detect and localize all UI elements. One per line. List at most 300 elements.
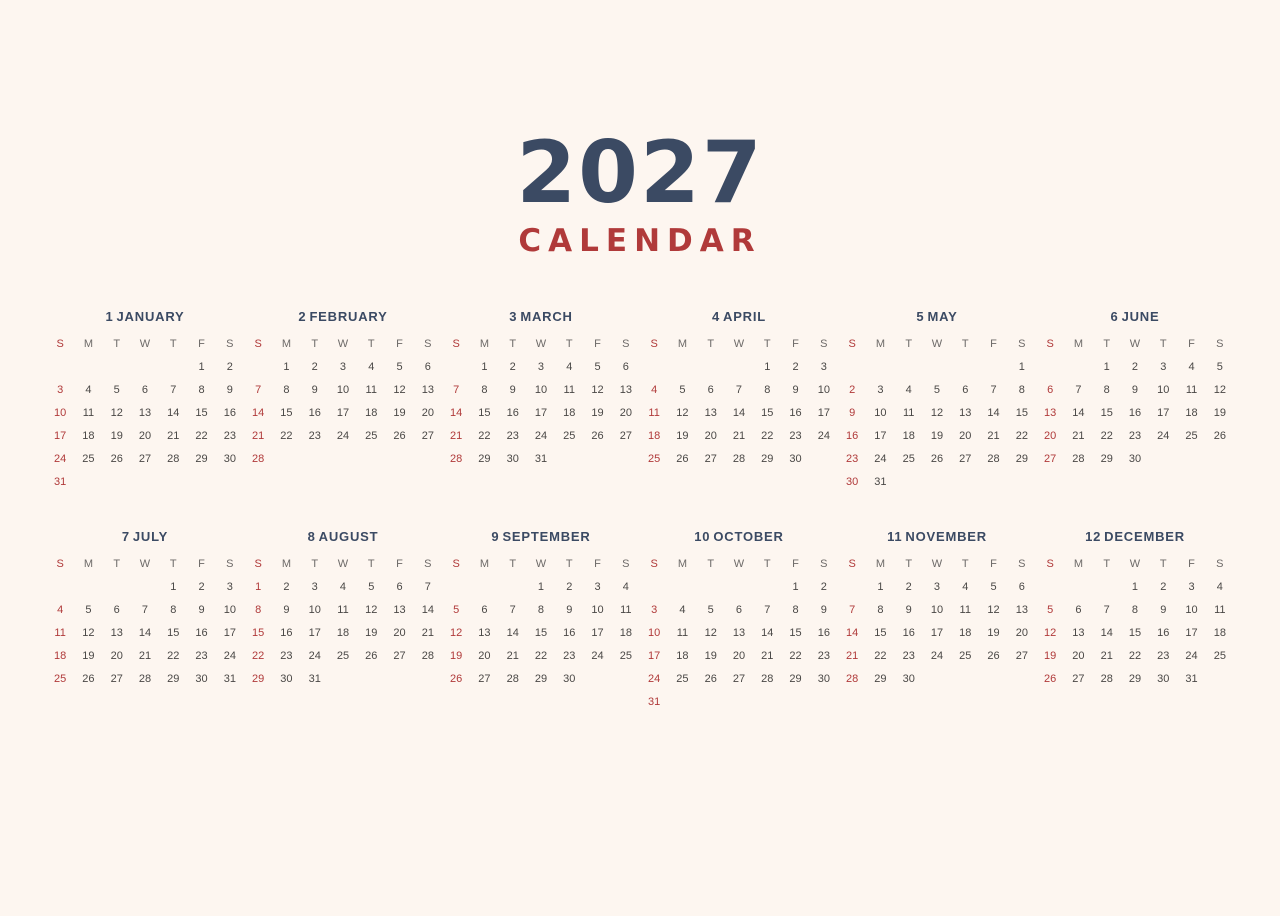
day-cell[interactable]: 11 [648, 406, 660, 419]
day-cell[interactable]: 1 [764, 360, 771, 373]
day-cell[interactable]: 4 [339, 580, 347, 593]
day-cell[interactable]: 27 [959, 452, 972, 465]
day-cell[interactable]: 12 [450, 626, 463, 639]
day-cell[interactable]: 14 [138, 626, 152, 639]
day-cell[interactable]: 15 [1015, 406, 1028, 419]
day-cell[interactable]: 28 [167, 452, 180, 465]
day-cell[interactable]: 7 [453, 383, 460, 396]
day-cell[interactable]: 17 [591, 626, 604, 639]
day-cell[interactable]: 26 [450, 672, 463, 685]
day-cell[interactable]: 18 [648, 429, 661, 442]
day-cell[interactable]: 6 [424, 360, 431, 373]
day-cell[interactable]: 1 [170, 580, 177, 593]
day-cell[interactable]: 8 [537, 603, 545, 616]
day-cell[interactable]: 5 [113, 383, 120, 396]
day-cell[interactable]: 22 [534, 649, 548, 662]
day-cell[interactable]: 18 [619, 626, 632, 639]
day-cell[interactable]: 18 [959, 626, 972, 639]
day-cell[interactable]: 15 [252, 626, 265, 639]
day-cell[interactable]: 7 [990, 383, 997, 396]
day-cell[interactable]: 8 [198, 383, 205, 396]
day-cell[interactable]: 24 [223, 649, 236, 662]
day-cell[interactable]: 1 [255, 580, 262, 593]
day-cell[interactable]: 20 [393, 626, 406, 639]
day-cell[interactable]: 18 [365, 406, 378, 419]
day-cell[interactable]: 1 [537, 580, 545, 593]
day-cell[interactable]: 29 [1100, 452, 1113, 465]
day-cell[interactable]: 9 [849, 406, 856, 419]
day-cell[interactable]: 17 [648, 649, 661, 662]
day-cell[interactable]: 27 [1072, 672, 1085, 685]
day-cell[interactable]: 1 [1103, 360, 1110, 373]
day-cell[interactable]: 14 [450, 406, 463, 419]
day-cell[interactable]: 20 [138, 429, 152, 442]
day-cell[interactable]: 16 [1157, 626, 1170, 639]
day-cell[interactable]: 7 [764, 603, 771, 616]
day-cell[interactable]: 26 [704, 672, 717, 685]
day-cell[interactable]: 28 [252, 452, 265, 465]
day-cell[interactable]: 17 [1157, 406, 1170, 419]
day-cell[interactable]: 10 [648, 626, 661, 639]
day-cell[interactable]: 14 [846, 626, 859, 639]
day-cell[interactable]: 2 [283, 580, 290, 593]
day-cell[interactable]: 10 [1157, 383, 1170, 396]
day-cell[interactable]: 23 [223, 429, 236, 442]
day-cell[interactable]: 4 [57, 603, 64, 616]
day-cell[interactable]: 21 [252, 429, 265, 442]
day-cell[interactable]: 5 [368, 580, 375, 593]
day-cell[interactable]: 12 [1213, 383, 1226, 396]
day-cell[interactable]: 22 [195, 429, 208, 442]
day-cell[interactable]: 24 [874, 452, 887, 465]
day-cell[interactable]: 7 [849, 603, 856, 616]
day-cell[interactable]: 30 [506, 452, 519, 465]
day-cell[interactable]: 27 [1044, 452, 1057, 465]
day-cell[interactable]: 2 [566, 580, 573, 593]
day-cell[interactable]: 21 [421, 626, 434, 639]
day-cell[interactable]: 25 [82, 452, 95, 465]
day-cell[interactable]: 27 [478, 672, 491, 685]
day-cell[interactable]: 5 [679, 383, 686, 396]
day-cell[interactable]: 29 [478, 452, 491, 465]
day-cell[interactable]: 7 [735, 383, 743, 396]
day-cell[interactable]: 9 [311, 383, 318, 396]
day-cell[interactable]: 30 [195, 672, 208, 685]
day-cell[interactable]: 6 [622, 360, 629, 373]
day-cell[interactable]: 2 [509, 360, 516, 373]
day-cell[interactable]: 3 [339, 360, 347, 373]
day-cell[interactable]: 3 [594, 580, 601, 593]
day-cell[interactable]: 11 [365, 383, 377, 396]
day-cell[interactable]: 6 [481, 603, 488, 616]
day-cell[interactable]: 16 [563, 626, 576, 639]
day-cell[interactable]: 23 [195, 649, 208, 662]
day-cell[interactable]: 24 [336, 429, 350, 442]
day-cell[interactable]: 19 [450, 649, 463, 662]
day-cell[interactable]: 14 [761, 626, 774, 639]
day-cell[interactable]: 11 [1185, 383, 1198, 396]
day-cell[interactable]: 7 [1075, 383, 1082, 396]
day-cell[interactable]: 31 [874, 475, 887, 488]
day-cell[interactable]: 26 [365, 649, 378, 662]
day-cell[interactable]: 26 [82, 672, 95, 685]
day-cell[interactable]: 22 [1100, 429, 1113, 442]
day-cell[interactable]: 17 [223, 626, 236, 639]
day-cell[interactable]: 24 [817, 429, 830, 442]
day-cell[interactable]: 25 [619, 649, 632, 662]
day-cell[interactable]: 5 [85, 603, 92, 616]
day-cell[interactable]: 9 [792, 383, 799, 396]
day-cell[interactable]: 2 [905, 580, 912, 593]
day-cell[interactable]: 31 [534, 452, 548, 465]
day-cell[interactable]: 21 [167, 429, 180, 442]
day-cell[interactable]: 13 [1072, 626, 1085, 639]
day-cell[interactable]: 8 [283, 383, 290, 396]
day-cell[interactable]: 10 [54, 406, 67, 419]
day-cell[interactable]: 5 [1216, 360, 1223, 373]
day-cell[interactable]: 24 [591, 649, 604, 662]
day-cell[interactable]: 24 [648, 672, 661, 685]
day-cell[interactable]: 20 [421, 406, 434, 419]
day-cell[interactable]: 13 [704, 406, 717, 419]
day-cell[interactable]: 25 [563, 429, 576, 442]
day-cell[interactable]: 2 [820, 580, 827, 593]
day-cell[interactable]: 28 [1100, 672, 1113, 685]
day-cell[interactable]: 16 [1128, 406, 1142, 419]
day-cell[interactable]: 16 [308, 406, 321, 419]
day-cell[interactable]: 30 [846, 475, 859, 488]
day-cell[interactable]: 6 [113, 603, 120, 616]
day-cell[interactable]: 8 [764, 383, 771, 396]
day-cell[interactable]: 20 [1044, 429, 1057, 442]
day-cell[interactable]: 9 [820, 603, 827, 616]
day-cell[interactable]: 30 [789, 452, 802, 465]
day-cell[interactable]: 16 [195, 626, 208, 639]
day-cell[interactable]: 23 [789, 429, 802, 442]
day-cell[interactable]: 5 [594, 360, 601, 373]
day-cell[interactable]: 9 [509, 383, 516, 396]
day-cell[interactable]: 29 [1015, 452, 1028, 465]
day-cell[interactable]: 12 [365, 603, 378, 616]
day-cell[interactable]: 17 [336, 406, 350, 419]
day-cell[interactable]: 29 [195, 452, 208, 465]
day-cell[interactable]: 6 [141, 383, 149, 396]
day-cell[interactable]: 5 [933, 383, 941, 396]
day-cell[interactable]: 8 [481, 383, 488, 396]
day-cell[interactable]: 8 [877, 603, 884, 616]
day-cell[interactable]: 21 [450, 429, 463, 442]
day-cell[interactable]: 6 [1075, 603, 1082, 616]
day-cell[interactable]: 14 [167, 406, 180, 419]
day-cell[interactable]: 17 [930, 626, 944, 639]
day-cell[interactable]: 14 [732, 406, 746, 419]
day-cell[interactable]: 24 [54, 452, 67, 465]
day-cell[interactable]: 24 [308, 649, 321, 662]
day-cell[interactable]: 23 [506, 429, 519, 442]
day-cell[interactable]: 8 [1131, 603, 1139, 616]
day-cell[interactable]: 18 [563, 406, 576, 419]
day-cell[interactable]: 25 [1213, 649, 1226, 662]
day-cell[interactable]: 5 [1047, 603, 1054, 616]
day-cell[interactable]: 20 [478, 649, 491, 662]
day-cell[interactable]: 4 [368, 360, 375, 373]
day-cell[interactable]: 11 [563, 383, 575, 396]
day-cell[interactable]: 23 [563, 649, 576, 662]
day-cell[interactable]: 11 [959, 603, 971, 616]
day-cell[interactable]: 2 [311, 360, 318, 373]
day-cell[interactable]: 6 [1047, 383, 1054, 396]
day-cell[interactable]: 16 [223, 406, 236, 419]
day-cell[interactable]: 25 [54, 672, 67, 685]
day-cell[interactable]: 30 [280, 672, 293, 685]
day-cell[interactable]: 27 [704, 452, 717, 465]
day-cell[interactable]: 12 [1044, 626, 1057, 639]
day-cell[interactable]: 30 [1128, 452, 1142, 465]
day-cell[interactable]: 14 [1100, 626, 1113, 639]
day-cell[interactable]: 13 [959, 406, 972, 419]
day-cell[interactable]: 23 [817, 649, 830, 662]
day-cell[interactable]: 23 [902, 649, 915, 662]
day-cell[interactable]: 8 [792, 603, 799, 616]
day-cell[interactable]: 18 [902, 429, 915, 442]
day-cell[interactable]: 20 [619, 406, 632, 419]
day-cell[interactable]: 3 [1160, 360, 1167, 373]
day-cell[interactable]: 12 [110, 406, 123, 419]
day-cell[interactable]: 15 [534, 626, 548, 639]
day-cell[interactable]: 12 [82, 626, 95, 639]
day-cell[interactable]: 15 [1128, 626, 1142, 639]
day-cell[interactable]: 20 [704, 429, 717, 442]
day-cell[interactable]: 25 [365, 429, 378, 442]
day-cell[interactable]: 27 [421, 429, 434, 442]
day-cell[interactable]: 25 [959, 649, 972, 662]
day-cell[interactable]: 19 [987, 626, 1000, 639]
day-cell[interactable]: 24 [930, 649, 944, 662]
day-cell[interactable]: 11 [1214, 603, 1226, 616]
day-cell[interactable]: 29 [167, 672, 180, 685]
day-cell[interactable]: 19 [591, 406, 604, 419]
day-cell[interactable]: 1 [481, 360, 488, 373]
day-cell[interactable]: 7 [509, 603, 516, 616]
day-cell[interactable]: 4 [622, 580, 629, 593]
day-cell[interactable]: 10 [874, 406, 887, 419]
day-cell[interactable]: 25 [676, 672, 689, 685]
day-cell[interactable]: 17 [308, 626, 321, 639]
day-cell[interactable]: 24 [1185, 649, 1198, 662]
day-cell[interactable]: 16 [506, 406, 519, 419]
day-cell[interactable]: 4 [1216, 580, 1223, 593]
day-cell[interactable]: 22 [280, 429, 293, 442]
day-cell[interactable]: 23 [1157, 649, 1170, 662]
day-cell[interactable]: 9 [566, 603, 573, 616]
day-cell[interactable]: 27 [393, 649, 406, 662]
day-cell[interactable]: 3 [877, 383, 884, 396]
day-cell[interactable]: 31 [308, 672, 321, 685]
day-cell[interactable]: 29 [874, 672, 887, 685]
day-cell[interactable]: 28 [421, 649, 434, 662]
day-cell[interactable]: 26 [1044, 672, 1057, 685]
day-cell[interactable]: 7 [141, 603, 149, 616]
day-cell[interactable]: 29 [789, 672, 802, 685]
day-cell[interactable]: 23 [280, 649, 293, 662]
day-cell[interactable]: 17 [817, 406, 830, 419]
day-cell[interactable]: 4 [85, 383, 92, 396]
day-cell[interactable]: 25 [902, 452, 915, 465]
day-cell[interactable]: 11 [620, 603, 632, 616]
day-cell[interactable]: 27 [1015, 649, 1028, 662]
day-cell[interactable]: 19 [365, 626, 378, 639]
day-cell[interactable]: 18 [54, 649, 67, 662]
day-cell[interactable]: 9 [1160, 603, 1167, 616]
day-cell[interactable]: 19 [1044, 649, 1057, 662]
day-cell[interactable]: 6 [1018, 580, 1025, 593]
day-cell[interactable]: 19 [930, 429, 944, 442]
day-cell[interactable]: 28 [450, 452, 463, 465]
day-cell[interactable]: 10 [534, 383, 548, 396]
day-cell[interactable]: 30 [563, 672, 576, 685]
day-cell[interactable]: 19 [110, 429, 123, 442]
day-cell[interactable]: 12 [591, 383, 604, 396]
day-cell[interactable]: 30 [817, 672, 830, 685]
day-cell[interactable]: 2 [792, 360, 799, 373]
day-cell[interactable]: 26 [987, 649, 1000, 662]
day-cell[interactable]: 2 [226, 360, 233, 373]
day-cell[interactable]: 21 [761, 649, 774, 662]
day-cell[interactable]: 14 [987, 406, 1000, 419]
day-cell[interactable]: 28 [506, 672, 519, 685]
day-cell[interactable]: 20 [110, 649, 123, 662]
day-cell[interactable]: 4 [905, 383, 912, 396]
day-cell[interactable]: 4 [962, 580, 969, 593]
day-cell[interactable]: 1 [198, 360, 205, 373]
day-cell[interactable]: 14 [252, 406, 265, 419]
day-cell[interactable]: 28 [761, 672, 774, 685]
day-cell[interactable]: 4 [679, 603, 686, 616]
day-cell[interactable]: 2 [198, 580, 205, 593]
day-cell[interactable]: 2 [849, 383, 856, 396]
day-cell[interactable]: 19 [1213, 406, 1226, 419]
day-cell[interactable]: 13 [393, 603, 406, 616]
day-cell[interactable]: 15 [789, 626, 802, 639]
day-cell[interactable]: 22 [1015, 429, 1028, 442]
day-cell[interactable]: 31 [223, 672, 236, 685]
day-cell[interactable]: 13 [1015, 603, 1028, 616]
day-cell[interactable]: 30 [223, 452, 236, 465]
day-cell[interactable]: 10 [591, 603, 604, 616]
day-cell[interactable]: 31 [54, 475, 67, 488]
day-cell[interactable]: 9 [198, 603, 205, 616]
day-cell[interactable]: 23 [1128, 429, 1142, 442]
day-cell[interactable]: 19 [676, 429, 689, 442]
day-cell[interactable]: 13 [732, 626, 746, 639]
day-cell[interactable]: 15 [1100, 406, 1113, 419]
day-cell[interactable]: 6 [962, 383, 969, 396]
day-cell[interactable]: 10 [817, 383, 830, 396]
day-cell[interactable]: 11 [82, 406, 95, 419]
day-cell[interactable]: 19 [82, 649, 95, 662]
day-cell[interactable]: 17 [1185, 626, 1198, 639]
day-cell[interactable]: 12 [704, 626, 717, 639]
day-cell[interactable]: 3 [226, 580, 233, 593]
day-cell[interactable]: 18 [82, 429, 95, 442]
day-cell[interactable]: 9 [1131, 383, 1139, 396]
day-cell[interactable]: 8 [1103, 383, 1110, 396]
day-cell[interactable]: 15 [874, 626, 887, 639]
day-cell[interactable]: 25 [336, 649, 350, 662]
day-cell[interactable]: 21 [987, 429, 1000, 442]
day-cell[interactable]: 9 [283, 603, 290, 616]
day-cell[interactable]: 16 [846, 429, 859, 442]
day-cell[interactable]: 29 [534, 672, 548, 685]
day-cell[interactable]: 27 [138, 452, 152, 465]
day-cell[interactable]: 1 [877, 580, 884, 593]
day-cell[interactable]: 3 [651, 603, 658, 616]
day-cell[interactable]: 7 [1103, 603, 1110, 616]
day-cell[interactable]: 14 [421, 603, 434, 616]
day-cell[interactable]: 5 [396, 360, 403, 373]
day-cell[interactable]: 13 [619, 383, 632, 396]
day-cell[interactable]: 20 [1015, 626, 1028, 639]
day-cell[interactable]: 2 [1131, 360, 1139, 373]
day-cell[interactable]: 16 [280, 626, 293, 639]
day-cell[interactable]: 11 [902, 406, 915, 419]
day-cell[interactable]: 18 [336, 626, 350, 639]
day-cell[interactable]: 20 [1072, 649, 1085, 662]
day-cell[interactable]: 20 [959, 429, 972, 442]
day-cell[interactable]: 17 [534, 406, 548, 419]
day-cell[interactable]: 31 [648, 695, 661, 708]
day-cell[interactable]: 27 [110, 672, 123, 685]
day-cell[interactable]: 14 [1072, 406, 1085, 419]
day-cell[interactable]: 27 [732, 672, 746, 685]
day-cell[interactable]: 3 [537, 360, 545, 373]
day-cell[interactable]: 16 [789, 406, 802, 419]
day-cell[interactable]: 10 [1185, 603, 1198, 616]
day-cell[interactable]: 27 [619, 429, 632, 442]
day-cell[interactable]: 3 [57, 383, 64, 396]
day-cell[interactable]: 1 [1131, 580, 1139, 593]
day-cell[interactable]: 9 [226, 383, 233, 396]
day-cell[interactable]: 21 [846, 649, 859, 662]
day-cell[interactable]: 10 [336, 383, 350, 396]
day-cell[interactable]: 4 [566, 360, 573, 373]
day-cell[interactable]: 7 [424, 580, 431, 593]
day-cell[interactable]: 16 [817, 626, 830, 639]
day-cell[interactable]: 23 [846, 452, 859, 465]
day-cell[interactable]: 15 [761, 406, 774, 419]
day-cell[interactable]: 16 [902, 626, 915, 639]
day-cell[interactable]: 3 [1188, 580, 1195, 593]
day-cell[interactable]: 10 [308, 603, 321, 616]
day-cell[interactable]: 13 [110, 626, 123, 639]
day-cell[interactable]: 6 [735, 603, 743, 616]
day-cell[interactable]: 11 [676, 626, 689, 639]
day-cell[interactable]: 19 [393, 406, 406, 419]
day-cell[interactable]: 21 [138, 649, 152, 662]
day-cell[interactable]: 22 [789, 649, 802, 662]
day-cell[interactable]: 2 [1160, 580, 1167, 593]
day-cell[interactable]: 9 [905, 603, 912, 616]
day-cell[interactable]: 13 [478, 626, 491, 639]
day-cell[interactable]: 11 [54, 626, 66, 639]
day-cell[interactable]: 3 [311, 580, 318, 593]
day-cell[interactable]: 18 [676, 649, 689, 662]
day-cell[interactable]: 12 [676, 406, 689, 419]
day-cell[interactable]: 28 [987, 452, 1000, 465]
day-cell[interactable]: 3 [933, 580, 941, 593]
day-cell[interactable]: 21 [732, 429, 746, 442]
day-cell[interactable]: 29 [1128, 672, 1142, 685]
